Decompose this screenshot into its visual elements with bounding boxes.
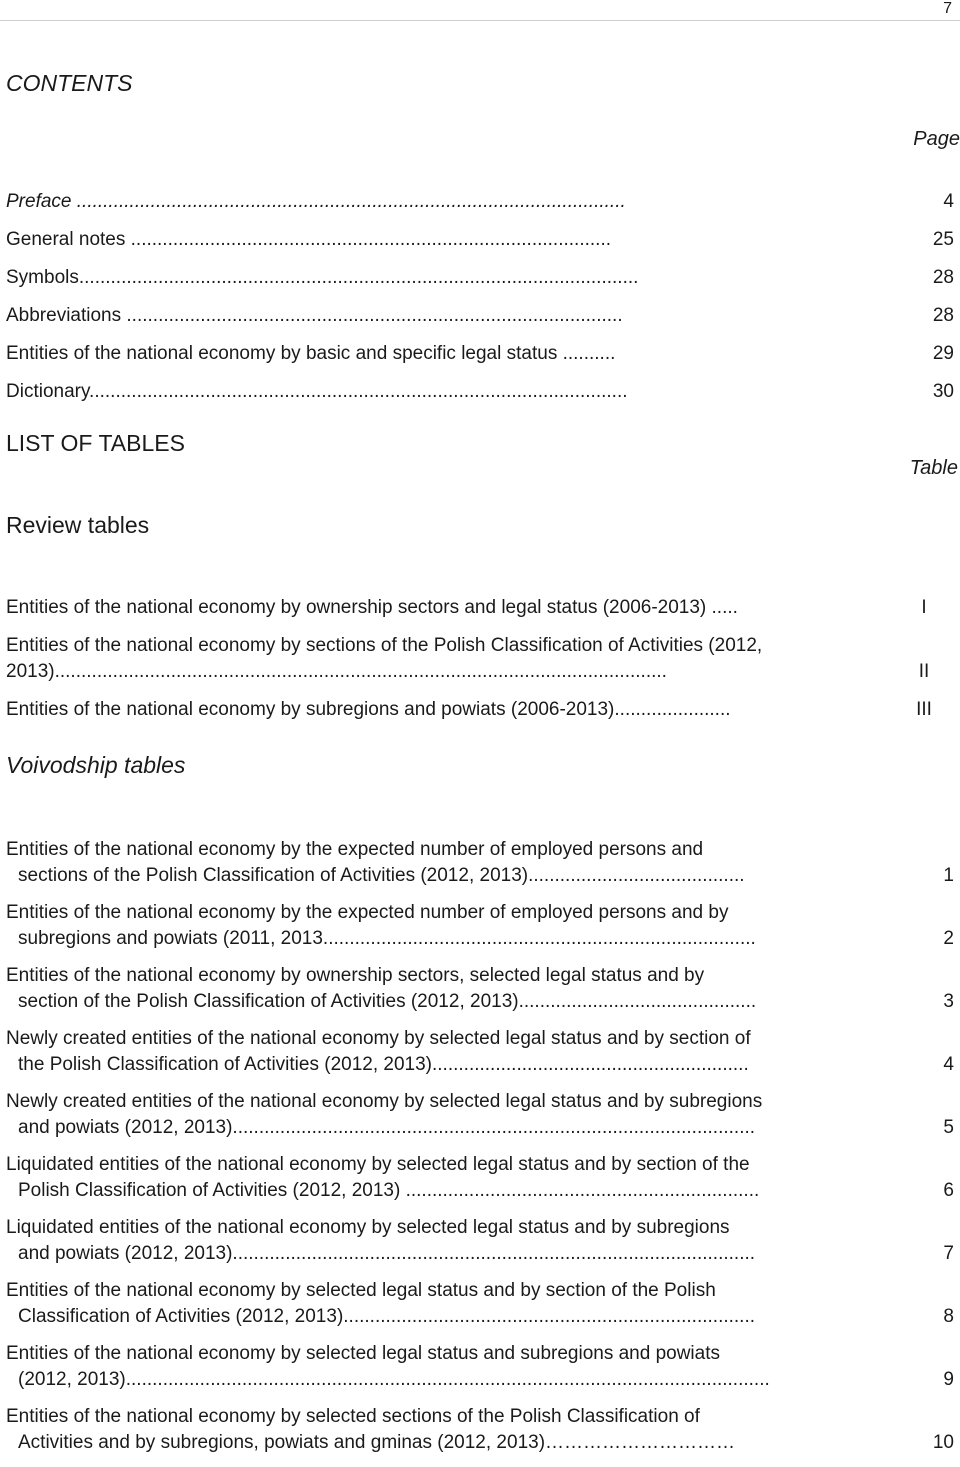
table-entry-text: Entities of the national economy by selected sections of the Polish Classification of xyxy=(6,1406,700,1427)
contents-title: CONTENTS xyxy=(6,70,133,96)
table-entry-text-cont: Polish Classification of Activities (2012, 2013) ................................................................... xyxy=(18,1180,760,1201)
table-entry-text: Newly created entities of the national economy by selected legal status and by section of xyxy=(6,1028,751,1049)
table-entry-number: III xyxy=(916,699,932,720)
voivodship-table-entry-3[interactable] xyxy=(6,963,954,1015)
table-entry-text-cont: Classification of Activities (2012, 2013).............................................................................. xyxy=(18,1306,756,1327)
toc-entry-page: 28 xyxy=(932,305,954,326)
voivodship-table-entry-7[interactable] xyxy=(6,1215,954,1267)
review-table-entry-3[interactable] xyxy=(6,697,954,723)
voivodship-table-entry-2[interactable] xyxy=(6,900,954,952)
table-column-label: Table xyxy=(909,457,958,479)
table-entry-text: Entities of the national economy by ownership sectors and legal status (2006-2013) ..... xyxy=(6,597,738,618)
list-of-tables-title: LIST OF TABLES xyxy=(6,430,185,456)
toc-entry-text: General notes ........................................................................................... xyxy=(6,229,612,250)
toc-entry-page: 4 xyxy=(943,191,954,212)
table-entry-text-cont: and powiats (2012, 2013)................................................................................................... xyxy=(18,1243,756,1264)
toc-entry-page: 28 xyxy=(932,267,954,288)
table-entry-number: 6 xyxy=(943,1180,954,1201)
toc-entry-legal-status[interactable] xyxy=(6,341,954,367)
toc-entry-page: 30 xyxy=(932,381,954,402)
toc-entry-preface[interactable] xyxy=(6,189,954,215)
table-entry-text: Liquidated entities of the national economy by selected legal status and by subregions xyxy=(6,1217,730,1238)
table-entry-number: I xyxy=(921,597,927,618)
toc-entry-text: Dictionary...................................................................................................... xyxy=(6,381,628,402)
table-entry-number: 4 xyxy=(943,1054,954,1075)
table-entry-text: Entities of the national economy by ownership sectors, selected legal status and by xyxy=(6,965,705,986)
table-entry-number: 1 xyxy=(943,865,954,886)
table-entry-text-cont: 2013).................................................................................................................... xyxy=(6,661,667,682)
table-entry-text-cont: subregions and powiats (2011, 2013.................................................................................. xyxy=(18,928,756,949)
table-entry-text: Entities of the national economy by the expected number of employed persons and by xyxy=(6,902,729,923)
table-entry-text-cont: section of the Polish Classification of Activities (2012, 2013)............................................. xyxy=(18,991,757,1012)
header-rule xyxy=(0,20,960,21)
review-tables-title: Review tables xyxy=(6,512,150,538)
table-entry-text-cont: and powiats (2012, 2013)................................................................................................... xyxy=(18,1117,756,1138)
toc-entry-general-notes[interactable] xyxy=(6,227,954,253)
review-table-entry-2[interactable] xyxy=(6,633,954,685)
voivodship-tables-title: Voivodship tables xyxy=(6,752,186,778)
toc-entry-dictionary[interactable] xyxy=(6,379,954,405)
table-entry-number: 7 xyxy=(943,1243,954,1264)
table-entry-number: 8 xyxy=(943,1306,954,1327)
toc-entry-text: Entities of the national economy by basic and specific legal status .......... xyxy=(6,343,616,364)
table-entry-text-cont: (2012, 2013).......................................................................................................................... xyxy=(18,1369,770,1390)
voivodship-table-entry-9[interactable] xyxy=(6,1341,954,1393)
review-tables-list xyxy=(6,595,954,735)
table-entry-number: 3 xyxy=(943,991,954,1012)
table-entry-text-cont: Activities and by subregions, powiats and gminas (2012, 2013)………………………… xyxy=(18,1432,736,1453)
table-entry-text-cont: the Polish Classification of Activities (2012, 2013)............................................................ xyxy=(18,1054,749,1075)
table-entry-text: Entities of the national economy by selected legal status and by section of the Polish xyxy=(6,1280,716,1301)
table-entry-text: Entities of the national economy by subregions and powiats (2006-2013)...................... xyxy=(6,699,731,720)
toc-entry-text: Symbols.......................................................................................................... xyxy=(6,267,639,288)
voivodship-table-entry-5[interactable] xyxy=(6,1089,954,1141)
toc-entry-abbreviations[interactable] xyxy=(6,303,954,329)
voivodship-tables-list xyxy=(6,837,954,1467)
table-entry-text-cont: sections of the Polish Classification of Activities (2012, 2013)......................................... xyxy=(18,865,745,886)
table-entry-text: Entities of the national economy by sections of the Polish Classification of Activities (2012, xyxy=(6,635,763,656)
table-entry-number: II xyxy=(918,661,930,682)
table-entry-text: Newly created entities of the national economy by selected legal status and by subregions xyxy=(6,1091,763,1112)
voivodship-table-entry-4[interactable] xyxy=(6,1026,954,1078)
toc-entry-page: 29 xyxy=(932,343,954,364)
toc-entry-text: Preface ........................................................................................................ xyxy=(6,191,626,212)
page-number: 7 xyxy=(943,0,952,17)
table-entry-text: Entities of the national economy by selected legal status and subregions and powiats xyxy=(6,1343,721,1364)
voivodship-table-entry-1[interactable] xyxy=(6,837,954,889)
toc-entry-page: 25 xyxy=(932,229,954,250)
table-entry-number: 9 xyxy=(943,1369,954,1390)
voivodship-table-entry-8[interactable] xyxy=(6,1278,954,1330)
toc-entry-symbols[interactable] xyxy=(6,265,954,291)
review-table-entry-1[interactable] xyxy=(6,595,954,621)
table-entry-number: 2 xyxy=(943,928,954,949)
toc-entry-text: Abbreviations .............................................................................................. xyxy=(6,305,623,326)
table-entry-number: 5 xyxy=(943,1117,954,1138)
table-entry-number: 10 xyxy=(932,1432,954,1453)
table-entry-text: Entities of the national economy by the expected number of employed persons and xyxy=(6,839,704,860)
voivodship-table-entry-6[interactable] xyxy=(6,1152,954,1204)
contents-list xyxy=(6,189,954,417)
table-entry-text: Liquidated entities of the national economy by selected legal status and by section of the xyxy=(6,1154,750,1175)
voivodship-table-entry-10[interactable] xyxy=(6,1404,954,1456)
page-column-label: Page xyxy=(913,128,960,150)
